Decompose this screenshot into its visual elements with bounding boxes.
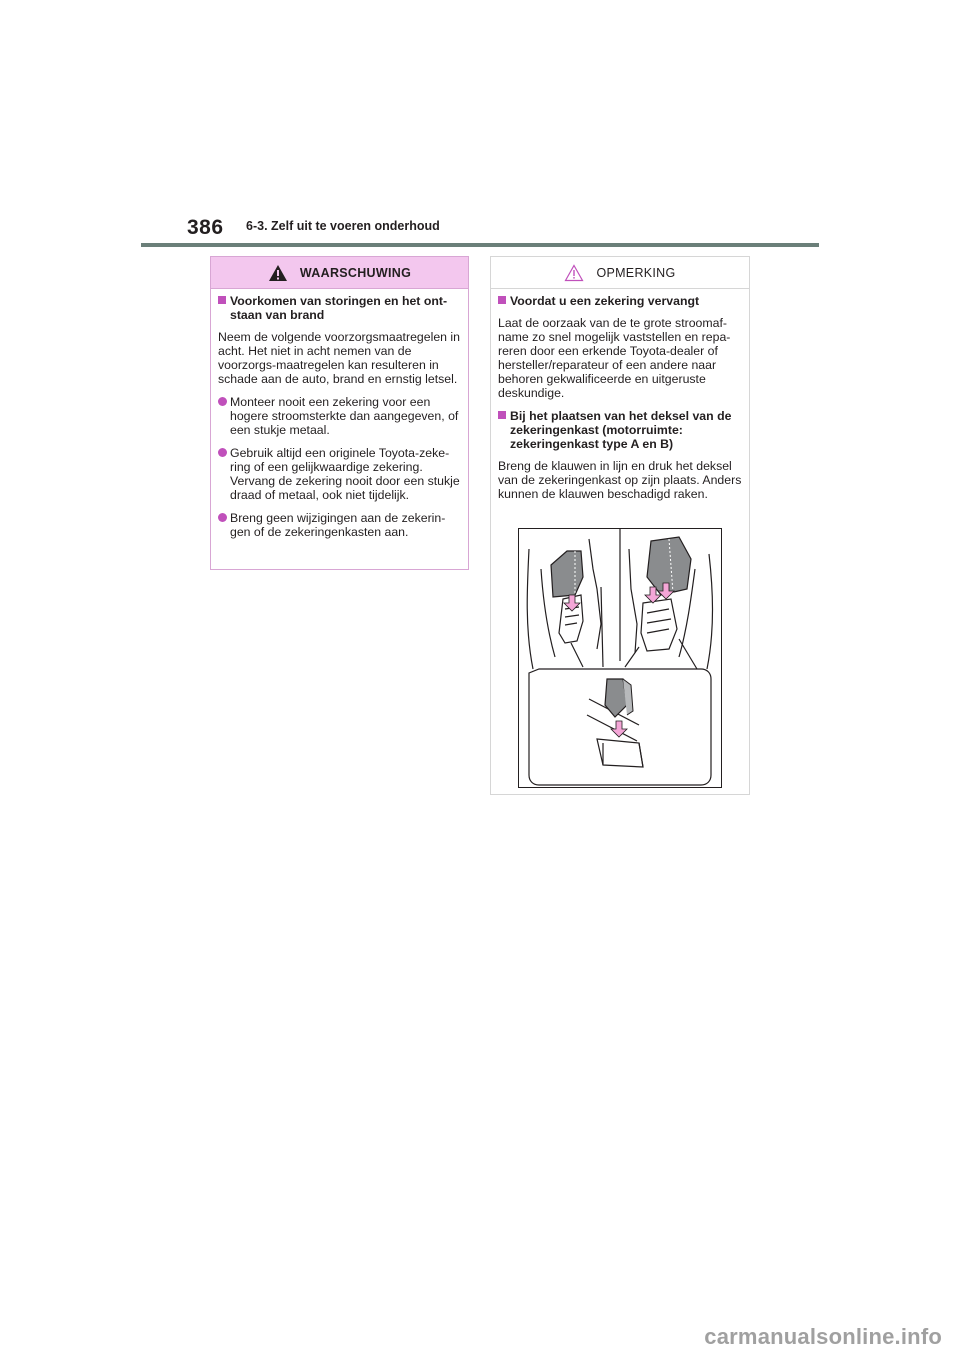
warning-triangle-icon <box>268 264 288 282</box>
square-bullet-icon <box>498 296 506 304</box>
warning-body <box>211 289 468 539</box>
warning-bullet-text: Gebruik altijd een originele Toyota-zeke-ring of een gelijkwaardige zekering. Vervang de zekering nooit door een stukje draad of metaal, ook niet tijdelijk. <box>230 446 460 502</box>
header-rule <box>141 243 819 247</box>
warning-bullet <box>218 395 462 437</box>
note-text: Laat de oorzaak van de te grote stroomaf-name zo snel mogelijk vaststellen en repa-reren door een erkende Toyota-dealer of hersteller/reparateur of een andere naar behoren gekwalificeerde en uitgeruste deskundige. <box>498 316 731 400</box>
warning-heading-text: Voorkomen van storingen en het ont-staan van brand <box>230 294 448 322</box>
round-bullet-icon <box>218 448 227 457</box>
note-heading <box>498 409 743 451</box>
warning-bullet-text: Monteer nooit een zekering voor een hogere stroomsterkte dan aangegeven, of een stukje metaal. <box>230 395 459 437</box>
warning-bullet <box>218 511 462 539</box>
note-heading-text: Voordat u een zekering vervangt <box>510 294 700 308</box>
warning-intro: Neem de volgende voorzorgsmaatregelen in acht. Het niet in acht nemen van de voorzorgs-maatregelen kan resulteren in schade aan de auto, brand en ernstig letsel. <box>218 330 460 386</box>
note-heading-text: Bij het plaatsen van het deksel van de zekeringenkast (motorruimte: zekeringenkast type A en B) <box>510 409 732 451</box>
page-number: 386 <box>187 216 224 239</box>
warning-bullet <box>218 446 462 502</box>
warning-box <box>210 256 469 570</box>
square-bullet-icon <box>218 296 226 304</box>
note-title: OPMERKING <box>596 265 676 280</box>
warning-bullet-text: Breng geen wijzigingen aan de zekerin-gen of de zekeringenkasten aan. <box>230 511 446 539</box>
fuse-box-drawing <box>519 529 721 787</box>
section-title: 6-3. Zelf uit te voeren onderhoud <box>246 219 440 233</box>
note-heading <box>498 294 743 308</box>
round-bullet-icon <box>218 513 227 522</box>
warning-header <box>211 257 468 289</box>
watermark: carmanualsonline.info <box>704 1324 942 1349</box>
note-header <box>491 257 749 289</box>
square-bullet-icon <box>498 411 506 419</box>
fuse-box-illustration <box>518 528 722 788</box>
note-body <box>491 289 749 501</box>
round-bullet-icon <box>218 397 227 406</box>
note-text: Breng de klauwen in lijn en druk het deksel van de zekeringenkast op zijn plaats. Anders kunnen de klauwen beschadigd raken. <box>498 459 742 501</box>
warning-title: WAARSCHUWING <box>299 265 412 280</box>
caution-outline-icon <box>564 264 584 282</box>
warning-heading <box>218 294 462 322</box>
